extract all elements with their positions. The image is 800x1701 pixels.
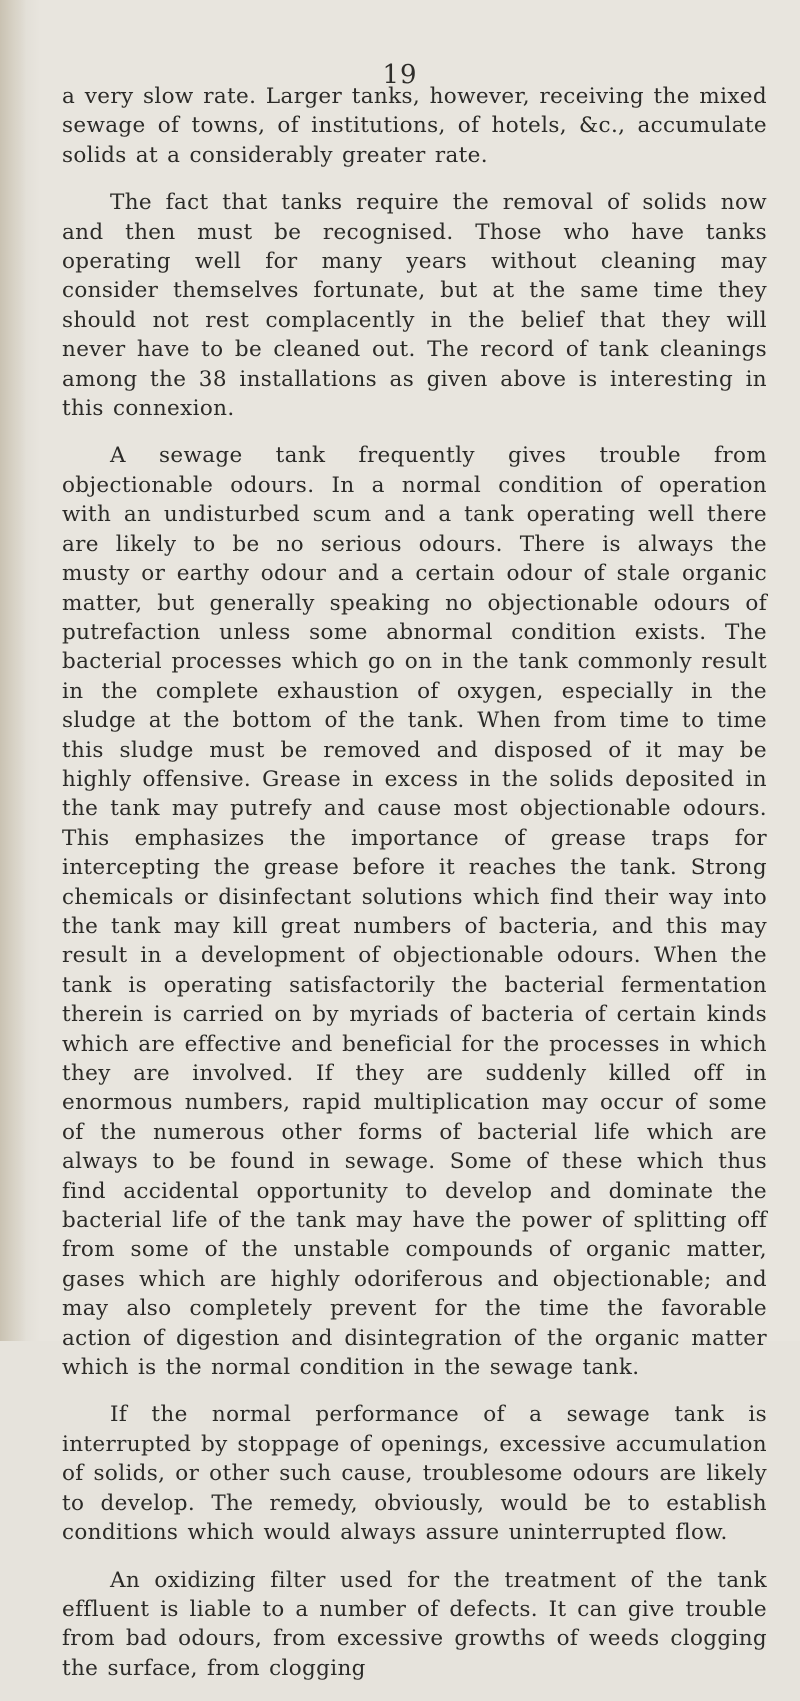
body-text bbox=[62, 82, 767, 1701]
page-spine-shadow bbox=[0, 0, 26, 1341]
paragraph-continued: a very slow rate. Larger tanks, however, receiving the mixed sewage of towns, of institutions, of hotels, &c., accumulate solids at a considerably greater rate. bbox=[62, 84, 767, 168]
paragraph-oxidizing-filter: An oxidizing filter used for the treatment of the tank effluent is liable to a number of defects. It can give trouble from bad odours, from excessive growths of weeds clogging the surface, from clogging bbox=[62, 1567, 767, 1681]
paragraph-odours: A sewage tank frequently gives trouble from objectionable odours. In a normal condition of operation with an undisturbed scum and a tank operating well there are likely to be no serious odours. There is always the musty or earthy odour and a certain odour of stale organic matter, but generally speaking no objectionable odours of putrefaction unless some abnormal condition exists. The bacterial processes which go on in the tank commonly result in the complete exhaustion of oxygen, especially in the sludge at the bottom of the tank. When from time to time this sludge must be removed and disposed of it may be highly offensive. Grease in excess in the solids deposited in the tank may putrefy and cause most objectionable odours. This emphasizes the importance of grease traps for intercepting the grease before it reaches the tank. Strong chemicals or disinfectant solutions which find their way into the tank may kill great numbers of bacteria, and this may result in a development of objectionable odours. When the tank is operating satisfactorily the bacterial fermentation therein is carried on by myriads of bacteria of certain kinds which are effective and beneficial for the processes in which they are involved. If they are suddenly killed off in enormous numbers, rapid multiplication may occur of some of the numerous other forms of bacterial life which are always to be found in sewage. Some of these which thus find accidental opportunity to develop and dominate the bacterial life of the tank may have the power of splitting off from some of the unstable compounds of organic matter, gases which are highly odoriferous and objectionable; and may also completely prevent for the time the favorable action of digestion and disintegration of the organic matter which is the normal condition in the sewage tank. bbox=[62, 443, 767, 1381]
page-number: 19 bbox=[382, 60, 418, 90]
paragraph-interruption: If the normal performance of a sewage tank is interrupted by stoppage of openings, excessive accumulation of solids, or other such cause, troublesome odours are likely to develop. The remedy, obviously, would be to establish conditions which would always assure uninterrupted flow. bbox=[62, 1402, 767, 1546]
paragraph-tank-removal: The fact that tanks require the removal of solids now and then must be recognised. Those who have tanks operating well for many years without cleaning may consider themselves fortunate, but at the same time they should not rest complacently in the belief that they will never have to be cleaned out. The record of tank cleanings among the 38 installations as given above is interesting in this connexion. bbox=[62, 190, 767, 422]
